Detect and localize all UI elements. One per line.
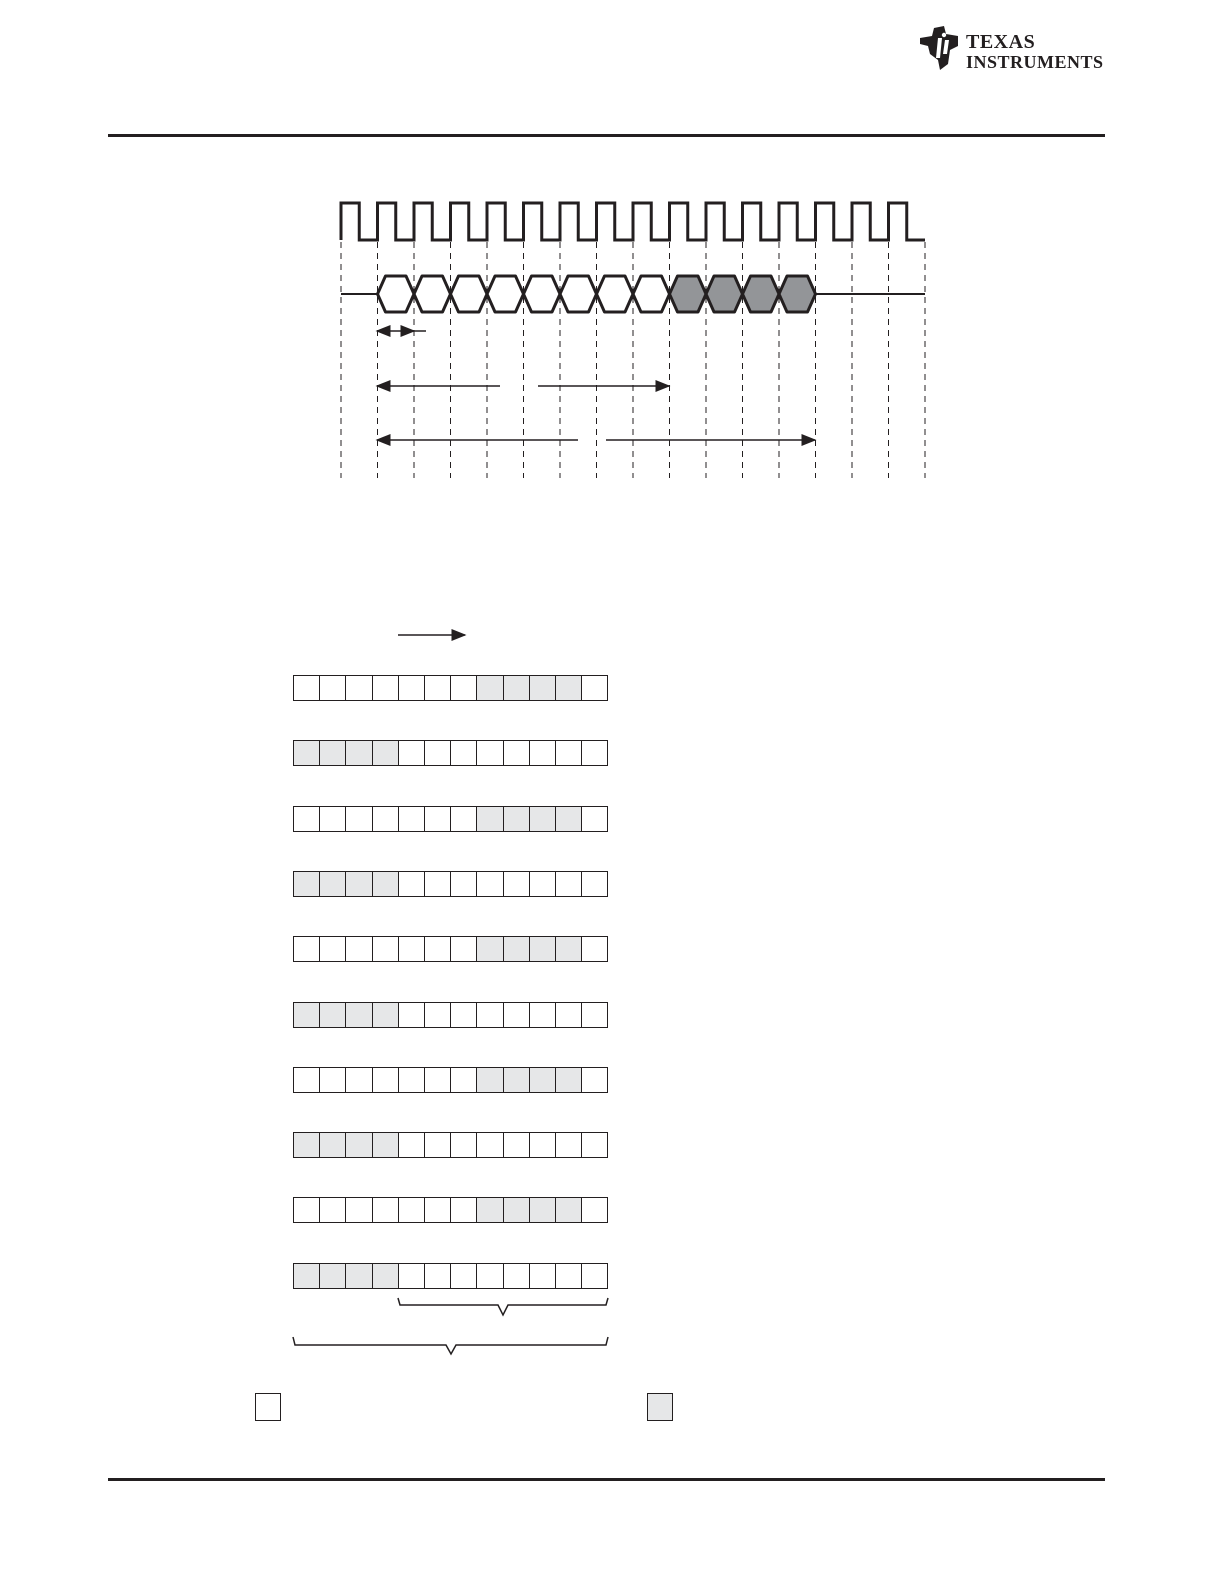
bit-cell	[555, 1263, 582, 1289]
bit-cell	[372, 1067, 399, 1093]
bit-cell-shaded	[319, 1132, 346, 1158]
bit-cell	[476, 1132, 503, 1158]
bit-cell	[398, 936, 425, 962]
bit-cell	[424, 675, 451, 701]
bit-cell-shaded	[372, 1002, 399, 1028]
bit-cell-shaded	[345, 871, 372, 897]
bit-cell-shaded	[345, 1132, 372, 1158]
bit-cell-shaded	[555, 675, 582, 701]
bit-cell-shaded	[476, 1197, 503, 1223]
legend-shaded-cell	[647, 1393, 673, 1421]
bit-cell	[319, 936, 346, 962]
bit-cell	[424, 740, 451, 766]
bit-cell-shaded	[319, 1263, 346, 1289]
bit-cell	[293, 806, 320, 832]
bit-cell	[319, 1197, 346, 1223]
bit-cell-shaded	[555, 1197, 582, 1223]
bit-row	[293, 740, 608, 766]
bit-cell	[345, 936, 372, 962]
bit-cell	[581, 740, 608, 766]
bit-cell-shaded	[503, 936, 530, 962]
bit-cell-shaded	[503, 1067, 530, 1093]
bit-row	[293, 936, 608, 962]
bit-cell	[372, 675, 399, 701]
footer-rule	[108, 1478, 1105, 1481]
bit-cell	[398, 740, 425, 766]
bit-cell	[398, 1197, 425, 1223]
bit-cell-shaded	[529, 806, 556, 832]
bit-cell	[476, 1002, 503, 1028]
bit-cell	[529, 1263, 556, 1289]
bit-cell-shaded	[555, 936, 582, 962]
logo-text-texas: TEXAS	[966, 31, 1036, 53]
bit-cell	[450, 740, 477, 766]
bit-cell-shaded	[319, 740, 346, 766]
bit-cell	[581, 1002, 608, 1028]
bit-cell	[581, 1263, 608, 1289]
bit-cell-shaded	[345, 740, 372, 766]
bit-cell-shaded	[293, 1132, 320, 1158]
bit-cell-shaded	[503, 806, 530, 832]
legend-empty-cell	[255, 1393, 281, 1421]
bit-cell	[503, 1132, 530, 1158]
bit-cell	[503, 1263, 530, 1289]
bit-cell	[581, 871, 608, 897]
bit-cell	[424, 1002, 451, 1028]
bit-cell-shaded	[555, 806, 582, 832]
bit-cell	[345, 675, 372, 701]
bit-cell-shaded	[293, 1002, 320, 1028]
bit-cell-shaded	[476, 806, 503, 832]
bit-cell-shaded	[476, 936, 503, 962]
bit-cell	[581, 1197, 608, 1223]
bit-row	[293, 1002, 608, 1028]
bit-cell-shaded	[345, 1263, 372, 1289]
bit-cell-shaded	[529, 675, 556, 701]
bit-cell-shaded	[529, 1067, 556, 1093]
bit-cell-shaded	[372, 1132, 399, 1158]
bit-cell-shaded	[529, 936, 556, 962]
bit-cell-shaded	[293, 871, 320, 897]
bit-cell	[581, 936, 608, 962]
bit-cell	[293, 936, 320, 962]
bit-cell	[372, 1197, 399, 1223]
bit-cell-shaded	[476, 675, 503, 701]
bit-cell-shaded	[372, 1263, 399, 1289]
bit-cell-shaded	[319, 871, 346, 897]
bit-cell	[398, 1132, 425, 1158]
bit-row	[293, 806, 608, 832]
bit-cell-shaded	[293, 1263, 320, 1289]
bit-cell	[555, 1132, 582, 1158]
bit-cell	[529, 1002, 556, 1028]
bit-row	[293, 1197, 608, 1223]
bit-cell	[555, 740, 582, 766]
bit-cell	[450, 1132, 477, 1158]
bit-cell	[372, 806, 399, 832]
bit-cell	[503, 871, 530, 897]
bit-row	[293, 871, 608, 897]
bit-cell-shaded	[372, 871, 399, 897]
bit-cell	[319, 1067, 346, 1093]
bit-cell	[581, 1132, 608, 1158]
bit-cell	[424, 1132, 451, 1158]
bit-cell	[529, 871, 556, 897]
bit-row	[293, 675, 608, 701]
bit-cell	[293, 675, 320, 701]
bit-cell	[424, 806, 451, 832]
bit-cell	[581, 806, 608, 832]
bit-cell	[503, 1002, 530, 1028]
bit-cell	[450, 1197, 477, 1223]
bit-cell	[398, 1263, 425, 1289]
bit-cell-shaded	[555, 1067, 582, 1093]
bit-cell-shaded	[293, 740, 320, 766]
brace-right-8-bits	[398, 1298, 608, 1315]
bit-cell-shaded	[503, 1197, 530, 1223]
bit-cell	[345, 1197, 372, 1223]
bit-cell	[398, 806, 425, 832]
bit-cell	[424, 1067, 451, 1093]
bit-cell	[450, 871, 477, 897]
bit-cell	[293, 1067, 320, 1093]
bit-cell	[424, 1263, 451, 1289]
bit-cell-shaded	[503, 675, 530, 701]
bit-cell	[581, 1067, 608, 1093]
bit-cell-shaded	[372, 740, 399, 766]
bit-cell	[398, 1002, 425, 1028]
bit-cell	[345, 1067, 372, 1093]
logo-text-instruments: INSTRUMENTS	[966, 52, 1104, 72]
bit-cell	[529, 740, 556, 766]
bit-cell-shaded	[529, 1197, 556, 1223]
bit-cell	[476, 1263, 503, 1289]
bit-cell	[581, 675, 608, 701]
bit-cell	[424, 936, 451, 962]
bit-cell	[450, 936, 477, 962]
brace-full-12-bits	[293, 1337, 608, 1354]
bit-cell-shaded	[319, 1002, 346, 1028]
bit-cell	[450, 1067, 477, 1093]
bit-cell	[345, 806, 372, 832]
bit-row	[293, 1132, 608, 1158]
bit-row	[293, 1067, 608, 1093]
bit-cell	[398, 871, 425, 897]
bit-cell	[503, 740, 530, 766]
bit-cell-shaded	[476, 1067, 503, 1093]
bit-cell	[555, 1002, 582, 1028]
bit-cell	[424, 1197, 451, 1223]
bit-cell	[555, 871, 582, 897]
bit-cell	[476, 871, 503, 897]
bit-cell	[450, 1263, 477, 1289]
bit-cell-shaded	[345, 1002, 372, 1028]
bit-cell	[319, 806, 346, 832]
bit-cell	[372, 936, 399, 962]
bit-cell	[450, 1002, 477, 1028]
bit-cell	[529, 1132, 556, 1158]
bit-cell	[319, 675, 346, 701]
bit-cell	[424, 871, 451, 897]
bit-cell	[293, 1197, 320, 1223]
bit-cell	[398, 1067, 425, 1093]
bit-cell	[450, 806, 477, 832]
bit-cell	[398, 675, 425, 701]
bit-cell	[476, 740, 503, 766]
bit-row	[293, 1263, 608, 1289]
bit-cell	[450, 675, 477, 701]
